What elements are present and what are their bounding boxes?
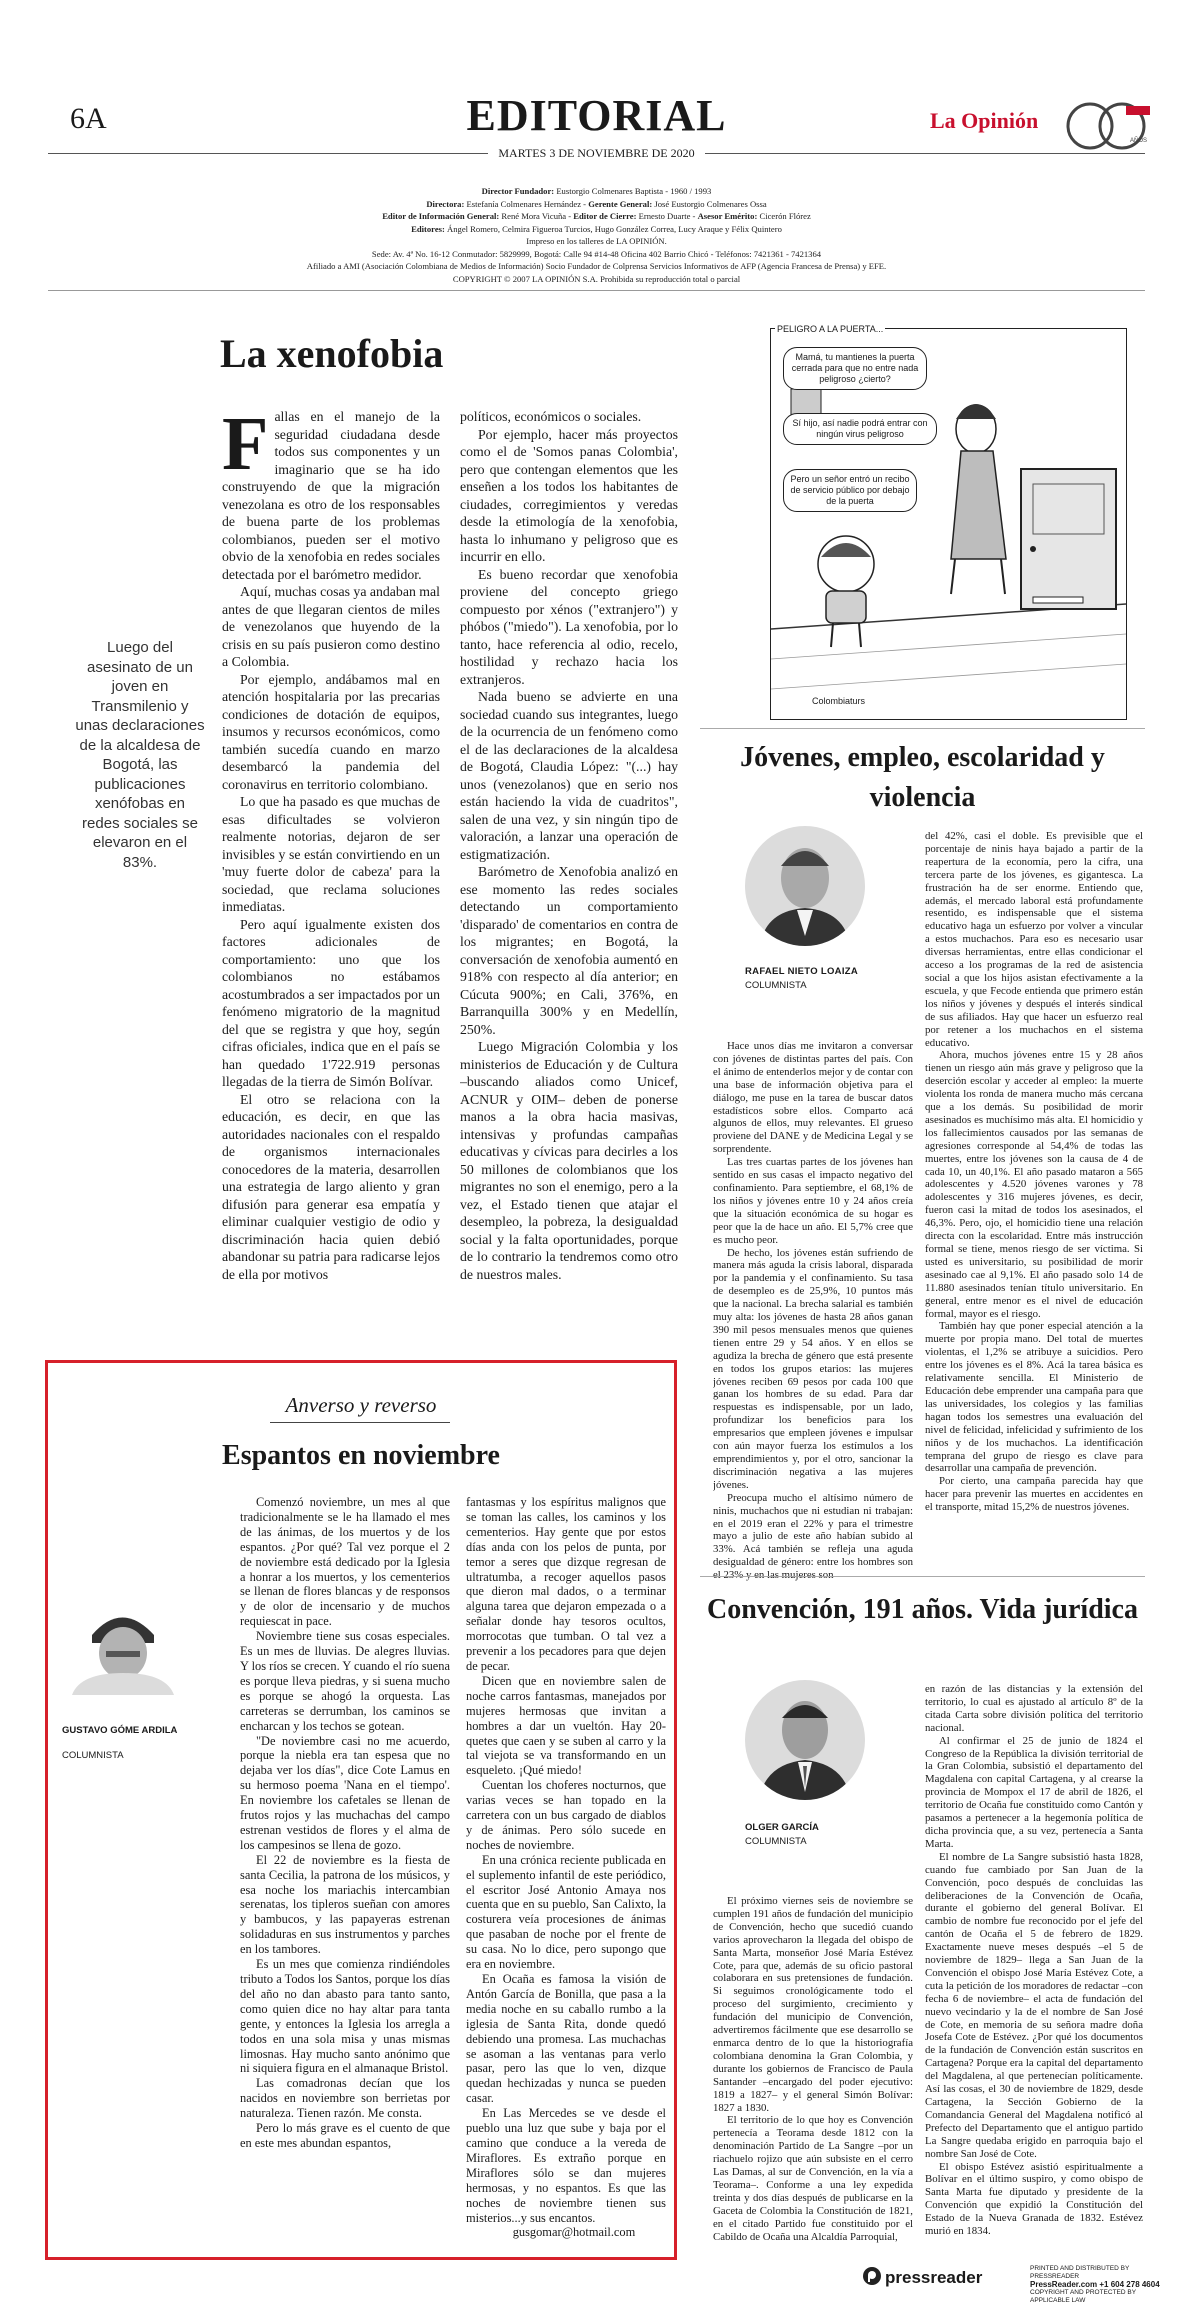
paragraph: El territorio de lo que hoy es Convención pertenecía a Teorama desde 1812 con la denominación Partido de La Sangre –por un riachuelo rojizo que aún subsiste en el cerro Las Damas, al sur de Convención, en la vía a Teorama–. Conforme a una ley expedida treinta y dos días después de publicarse en la Gaceta de Colombia la Constitución de 1821, en el citado Partido fue constituido por el Cabildo de Ocaña una Alcaldía Parroquial, bbox=[713, 2114, 913, 2243]
section-rule bbox=[700, 728, 1145, 729]
paragraph: En Las Mercedes se ve desde el pueblo una luz que sube y baja por el camino que conduce a la vereda de Miraflores. Es extraño porque en Miraflores sólo se dan mujeres hermosas, y no espantos. Es que las noches de noviembre tienen sus misterios...y sus encantos. bbox=[466, 2106, 666, 2225]
drop-cap: F bbox=[222, 408, 269, 486]
paragraph: En una crónica reciente publicada en el suplemento infantil de este periódico, el escritor José Antonio Amaya nos cuenta que en su pueblo, San Calixto, la costurera veía procesiones de ánimas que pasaban de noche por el frente de su casa. No lo dice, pero supongo que era en noviembre. bbox=[466, 1852, 666, 1972]
masthead-value: Eustorgio Colmenares Baptista - 1960 / 1993 bbox=[556, 186, 712, 196]
masthead-value: Cicerón Flórez bbox=[759, 211, 811, 221]
masthead-label: Gerente General: bbox=[588, 198, 653, 209]
paragraph: fantasmas y los espíritus malignos que se toman las calles, los caminos y los cementerios. Hay gente que por estos días anda con los pelos de punta, por temor a seres que dizque regresan de ultratumba, a recoger aquellos pasos que dieron mal dados, o a terminar alguna tarea que dejaron empezada o a señalar donde hay tesoros ocultos, morrocotas que tumban. O tal vez a prevenir a los pecadores para que dejen de pecar. bbox=[466, 1495, 666, 1673]
paragraph: El próximo viernes seis de noviembre se cumplen 191 años de fundación del municipio de Convención, hecho que sucedió cuando varios aprovecharon la llegada del obispo de Santa Marta, monseñor José María Estévez Cote, para que, además de su oficio pastoral colaborara en sus pretensiones de fundación. Si seguimos cronológicamente todo el proceso del surgimiento, crecimiento y fundación del municipio de Convención, advertiremos fácilmente que ese desarrollo se enmarca dentro de lo que la historiografía colombiana denomina la Gran Colombia, y durante los gobiernos de Francisco de Paula Santander –encargado del poder ejecutivo: 1819 a 1827– y el general Simón Bolívar: 1827 a 1830. bbox=[713, 1895, 913, 2114]
masthead-label: Asesor Emérito: bbox=[697, 211, 758, 221]
article-title: Convención, 191 años. Vida jurídica bbox=[707, 1594, 1138, 1625]
author-photo bbox=[745, 826, 865, 946]
pressreader-info bbox=[1030, 2265, 1170, 2304]
masthead-label: Editores: bbox=[411, 223, 445, 234]
paragraph: políticos, económicos o sociales. bbox=[460, 409, 642, 424]
column-text bbox=[466, 1495, 666, 2243]
pressreader-logo: pressreader bbox=[885, 2268, 983, 2287]
masthead-value: Ernesto Duarte bbox=[638, 211, 691, 221]
paragraph: Barómetro de Xenofobia analizó en ese momento las redes sociales detectando un comportamiento 'disparado' de comentarios en contra de los migrantes; en Bogotá, la conversación de xenofobia aumentó en 918% con respecto al día anterior; en Cúcuta 900%; en Cali, 376%, en Barranquilla 300% y en Medellín, 250%. bbox=[460, 864, 678, 1037]
paragraph: De hecho, los jóvenes están sufriendo de manera más aguda la crisis laboral, disparada por la pandemia y el confinamiento. Su tasa de desempleo es de 25,9%, 10 puntos más que la nacional. La brecha salarial es también muy alta: los jóvenes de hasta 28 años ganan 390 mil pesos mensuales menos que quienes tienen entre 29 y 54 años. Y en ellos se agudiza la brecha de género que está presente en todos los grupos etarios: las mujeres jóvenes reciben 69 pesos por cada 100 que ganan los hombres de su edad. Para dar respuestas es indispensable, por un lado, profundizar los beneficios para los empresarios que empleen jóvenes e impulsar con aún mayor fuerza los estímulos a los emprendimientos y, por el otro, sancionar la discriminación negativa a las mujeres jóvenes. bbox=[713, 1246, 913, 1491]
paragraph: Pero lo más grave es el cuento de que en este mes abundan espantos, bbox=[240, 2121, 450, 2150]
article-column bbox=[713, 1040, 913, 1596]
speech-bubble-mother: Sí hijo, así nadie podrá entrar con ningún virus peligroso bbox=[783, 413, 937, 445]
paragraph: Hace unos días me invitaron a conversar con jóvenes de distintas partes del país. Con el ánimo de entenderlos mejor y de contar con una base de información objetiva para el diálogo, me puse en la tarea de buscar datos estadísticos sobre ellos. Comparto acá algunos de ellos, muy relevantes. El grueso proviene del DANE y de Medicina Legal y se sorprendente. bbox=[713, 1040, 913, 1156]
author-name: RAFAEL NIETO LOAIZA bbox=[745, 966, 859, 977]
paragraph: Noviembre tiene sus cosas especiales. Es un mes de lluvias. De alegres lluvias. Y los ríos se crecen. Y cuando el río suena es porque lleva piedras, y si suena mucho es porque se ahogó la orquesta. Las carreteras se derrumban, los caminos se encharcan y los techos se gotean. bbox=[240, 1629, 450, 1733]
masthead-label: Editor de Cierre: bbox=[573, 211, 637, 221]
masthead-value: René Mora Vicuña bbox=[501, 211, 567, 221]
article-title: Jóvenes, empleo, escolaridad y violencia bbox=[740, 742, 1105, 813]
paragraph: Las tres cuartas partes de los jóvenes han sentido en sus casas el impacto negativo del confinamiento. Para septiembre, el 68,1% de los niños y jóvenes entre 10 y 24 años creía que la situación económica de su hogar es peor que la de hace un año. El 5,7% cree que es mucho peor. bbox=[713, 1156, 913, 1246]
author-photo bbox=[745, 1680, 865, 1800]
paragraph: Dicen que en noviembre salen de noche carros fantasmas, manejados por mujeres hermosas que invitan a hombres a dar un vueltón. Hay 20-quetes que caen y se suben al carro y la tal viejota se va transformando en un esqueleto. ¡Qué miedo! bbox=[466, 1673, 666, 1778]
paragraph: Es un mes que comienza rindiéndoles tributo a Todos los Santos, porque los días del año no dan abasto para tanto santo, como quien dice no hay altar para tanta gente, y entonces la Iglesia los arregla a todos en una sola misa y unas mismas limosnas. Hay mucho santo anónimo que ni siquiera figura en el almanaque Bristol. bbox=[240, 1957, 450, 2076]
article-column bbox=[713, 1895, 913, 2245]
paragraph: Cuentan los choferes nocturnos, que varias veces se han topado en la carretera con un bus cargado de diablos y de ánimas. Pero sólo sucede en noches de noviembre. bbox=[466, 1778, 666, 1852]
author-role: COLUMNISTA bbox=[745, 980, 807, 991]
masthead: Director Fundador: Eustorgio Colmenares Baptista - 1960 / 1993 Directora: Estefanía Colmenares Hernández - Gerente General: José Eustorgio Colmenares Ossa Editor de Información General: René Mora Vicuña - Editor de Cierre: Ernesto Duarte - Asesor Emérito: Cicerón Flórez Editores: Ángel Romero, Celmira Figueroa Turcios, Hugo González Correa, Lucy Araque y Félix Quintero Impreso en los talleres de LA OPINIÓN. Sede: Av. 4ª No. 16-12 Conmutador: 5829999, Bogotá: Calle 94 #14-48 Oficina 402 Barrio Chicó - Teléfonos: 7421361 - 7421364 Afiliado a AMI (Asociación Colombiana de Medios de Información) Socio Fundador de Colprensa Servicios Informativos de AFP (Agencia Francesa de Prensa) y EFE. COPYRIGHT © 2007 LA OPINIÓN S.A. Prohibida su reproducción total o parcial bbox=[200, 185, 993, 285]
paragraph: Lo que ha pasado es que muchas de esas dificultades se volvieron realmente notorias, dejaron de ser invisibles y se están convirtiendo en un 'muy fuerte dolor de cabeza' para la sociedad, que reclama soluciones inmediatas. bbox=[222, 794, 440, 914]
paragraph-text: allas en el manejo de la seguridad ciudadana desde todos sus componentes y un imaginario que se ha ido construyendo de que la migración venezolana es otro de los responsables de buena parte de los problemas colombianos, pueden ser el motivo obvio de la xenofobia en redes sociales detectada por el barómetro medidor. bbox=[222, 409, 440, 582]
paragraph: El obispo Estévez asistió espiritualmente a Bolívar en el último suspiro, y como obispo de Santa Marta fue diputado y presidente de la Convención que expidió la Constitución del Estado de la Nueva Granada de 1832. Estévez murió en 1834. bbox=[925, 2160, 1143, 2238]
paragraph: "De noviembre casi no me acuerdo, porque la niebla era tan espesa que no dejaba ver los días", dice Cote Lamus en su hermoso poema 'Nana en el tiempo'. En noviembre los cafetales se llenan de frutos rojos y las muchachas del campo estrenan vestidos de flores y el alma de los campesinos se llena de gozo. bbox=[240, 1733, 450, 1852]
paragraph: Preocupa mucho el altísimo número de ninis, muchachos que ni estudian ni trabajan: en el 2019 eran el 22% y para el trimestre mayo a julio de este año habían subido al 33%. Acá también se refleja una aguda desigualdad de género: entre los hombres son el 23% y en las mujeres son bbox=[713, 1491, 913, 1582]
section-title: EDITORIAL bbox=[466, 91, 727, 140]
paragraph: También hay que poner especial atención a la muerte por propia mano. Del total de muertes violentas, el 1,2% se atribuye a suicidios. Pero entre los jóvenes es el 8%. Acá la tarea básica es relativamente sencilla. El Ministerio de Educación debe emprender una campaña para que las universidades, los colegios y las familias hagan todos los semestres una evaluación del nivel de felicidad, infelicidad y sufrimiento de los niños y de los muchachos. La identificación temprana del grupo de riesgo es clave para desarrollar una campaña de prevención. bbox=[925, 1320, 1143, 1475]
paragraph: en razón de las distancias y la extensión del territorio, lo cual es ajustado al artículo 8º de la citada Carta sobre división política del territorio nacional. bbox=[925, 1683, 1143, 1734]
paragraph: Por ejemplo, andábamos mal en atención hospitalaria por las precarias condiciones de dotación de equipos, insumos y recursos económicos, como también sucedía cuando en marzo desembarcó la pandemia del coronavirus en territorio colombiano. bbox=[222, 671, 440, 792]
author-photo bbox=[62, 1595, 182, 1695]
column-text bbox=[240, 1495, 450, 2243]
editorial-title: La xenofobia bbox=[220, 331, 444, 376]
paragraph: Luego Migración Colombia y los ministerios de Educación y de Cultura –buscando aliados como Unicef, ACNUR y OIM– deben de ponerse manos a la obra hacia masivas, intensivas y profundas campañas educativas y cívicas para decirles a los 50 millones de colombianos que los migrantes no son el enemigo, pero a la vez, el Estado tienen que atajar el desempleo, la pobreza, la desigualdad social y la falta oportunidades, porque de lo contrario la tendremos como otro de nuestros males. bbox=[460, 1039, 678, 1282]
speech-bubble-child-1: Mamá, tu mantienes la puerta cerrada para que no entre nada peligroso ¿cierto? bbox=[783, 347, 927, 390]
paragraph: del 42%, casi el doble. Es previsible que el porcentaje de ninis haya bajado a partir de la reapertura de la economía, pero la cifra, una tercera parte de los jóvenes, es gigantesca. La frustración ha de ser enorme. Entiendo que, además, el mercado laboral está profundamente resentido, es indispensable que el sistema educativo haga un esfuerzo por volver a vincular a estos muchachos. Para eso es necesario usar diversas herramientas, entre ellas condicionar el acceso a los programas de la red de asistencia social a que los hijos asistan efectivamente a la escuela, y que Fecode entienda que primero están los niños y jóvenes y después el interés sindical de sus afiliados. Hay que hacer un esfuerzo real por retener a los muchachos en el sistema educativo. bbox=[925, 830, 1143, 1049]
page-number: 6A bbox=[70, 102, 107, 135]
kicker-rule bbox=[270, 1422, 450, 1423]
article-column bbox=[925, 1683, 1143, 2245]
author-role: COLUMNISTA bbox=[745, 1836, 807, 1847]
paragraph: El 22 de noviembre es la fiesta de santa Cecilia, la patrona de los músicos, y esa noche los mariachis intercambian serenatas, los tiplеros sueñan con amores y bambucos, y las papayeras estrenan solidaduras en sus instrumentos y parches en los tambores. bbox=[240, 1852, 450, 1957]
paragraph: Aquí, muchas cosas ya andaban mal antes de que llegaran cientos de miles de venezolanos que huyendo de la crisis en su país pusieron como destino a Colombia. bbox=[222, 584, 440, 669]
paragraph: Es bueno recordar que xenofobia proviene del concepto griego compuesto por xénos ("extranjero") y phóbos ("miedo"). La xenofobia, por lo tanto, hace referencia al odio, recelo, hostilidad y rechazo hacia los extranjeros. bbox=[460, 566, 678, 687]
paragraph: Por cierto, una campaña parecida hay que hacer para prevenir las muertes en accidentes en el transporte, mitad 15,2% de nuestros jóvenes. bbox=[925, 1475, 1143, 1514]
masthead-value: Estefanía Colmenares Hernández bbox=[466, 198, 582, 209]
cartoon-title: PELIGRO A LA PUERTA... bbox=[777, 324, 884, 334]
editorial-column-2 bbox=[460, 408, 678, 1353]
paragraph: Pero aquí igualmente existen dos factores adicionales de comportamiento: uno que los colombianos no estábamos acostumbrados a ser impactados por un fenómeno migratorio de la magnitud del que se registra y que hoy, según cifras oficiales, indica que en el país se han quedado 1'722.919 personas llegadas de la tierra de Simón Bolívar. bbox=[222, 916, 440, 1089]
masthead-value: José Eustorgio Colmenares Ossa bbox=[654, 198, 767, 209]
masthead-label: Editor de Información General: bbox=[382, 211, 500, 221]
svg-text:AÑOS: AÑOS bbox=[1130, 138, 1148, 144]
paragraph: Nada bueno se advierte en una sociedad cuando sus integrantes, luego de la ocurrencia de un fenómeno como el de las declaraciones de la alcaldesa de Bogotá, Claudia López: "(...) hay unos (venezolanos) que en serio nos están haciendo la vida de cuadritos", salen de una vez, y sin ningún tipo de valoración, a lanzar una operación de estigmatización. bbox=[460, 689, 678, 862]
paragraph: El nombre de La Sangre subsistió hasta 1828, cuando fue cambiado por San Juan de la Convención, poco después de concluidas las deliberaciones de la Convención de Ocaña, durante el gobierno del general Bolívar. El cambio de nombre fue reconocido por el jefe del cantón de Ocaña el 5 de febrero de 1829. Exactamente nueve meses después –el 5 de noviembre de 1829– llega a San Juan de la Convención el obispo José María Estévez Cote, a cuta la petición de los moradores de redactar –con fecha 6 de noviembre– el acta de fundación del nuevo vecindario y la de el nombre de San José de Cote, en memoria de su señora madre doña Josefa Cote de Estévez. ¿Por qué los documentos de la fundación de Convención están suscritos en Cartagena? Porque era la capital del departamento del Magdalena, al que pertenecían políticamente. Así las cosas, el 30 de noviembre de 1829, desde Cartagena, la Sección Gobierno de la Comandancia General del Magdalena notificó al Prefecto del Departamento que el antiguo partido La Sangre quedaba erigido en parroquia bajo el nombre San José de Cote. bbox=[925, 1850, 1143, 2160]
paragraph: En Ocaña es famosa la visión de Antón García de Bonilla, que pasa a la media noche en su caballo rumbo a la iglesia de Santa Rita, donde quedó debiendo una promesa. Las muchachas se asoman a las ventanas para verlo pasar, pero las que lo ven, dizque quedan hechizadas y nunca se pueden casar. bbox=[466, 1972, 666, 2106]
column-kicker: Anverso y reverso bbox=[285, 1393, 437, 1417]
author-name: OLGER GARCÍA bbox=[745, 1822, 819, 1833]
masthead-label: Director Fundador: bbox=[481, 186, 555, 196]
masthead-line: Afiliado a AMI (Asociación Colombiana de Medios de Información) Socio Fundador de Colprensa Servicios Informativos de AFP (Agencia Francesa de Prensa) y EFE. bbox=[306, 261, 887, 271]
footer-line: PRINTED AND DISTRIBUTED BY PRESSREADER bbox=[1030, 2265, 1130, 2280]
paragraph: Al confirmar el 25 de junio de 1824 el Congreso de la República la división territorial de la Gran Colombia, subsistió el departamento del Magdalena con capital Cartagena, y al crearse la provincia de Mompox el 17 de abril de 1826, el territorio de Ocaña fue constituido como Cantón y pasamos a pertenecer a la hegemonía política de dicha provincia que, a su vez, pertenecía a Santa Marta. bbox=[925, 1734, 1143, 1850]
logo-text: La Opinión bbox=[930, 108, 1039, 133]
paragraph: Las comadronas decían que los nacidos en noviembre son berrietas por naturaleza. Tienen razón. Me consta. bbox=[240, 2076, 450, 2121]
date-text: MARTES 3 DE NOVIEMBRE DE 2020 bbox=[488, 146, 704, 160]
author-name: GUSTAVO GÓME ARDILA bbox=[62, 1725, 178, 1736]
masthead-value: Ángel Romero, Celmira Figueroa Turcios, Hugo González Correa, Lucy Araque y Félix Quintero bbox=[447, 223, 782, 234]
article-column bbox=[925, 830, 1143, 1596]
author-email: gusgomar@hotmail.com bbox=[512, 2225, 636, 2240]
cartoon-credit: Colombiaturs bbox=[812, 696, 866, 706]
pull-quote: Luego del asesinato de un joven en Transmilenio y unas declaraciones de la alcaldesa de Bogotá, las publicaciones xenófobas en redes sociales se elevaron en el 83%. bbox=[75, 639, 205, 871]
paragraph: Comenzó noviembre, un mes al que tradicionalmente se le ha llamado el mes de las ánimas, de los muertos y de los espantos. ¿Por qué? Tal vez porque el 2 de noviembre está dedicado por la Iglesia a honrar a los muertos, y los cementerios se llenan de flores blancas y de responsos y de olor de incensario y de muchos requiescat in pace. bbox=[240, 1495, 450, 1629]
footer-line: PressReader.com +1 604 278 4604 bbox=[1030, 2280, 1160, 2289]
section-rule bbox=[700, 1576, 1145, 1577]
paragraph bbox=[222, 408, 440, 583]
masthead-line: Impreso en los talleres de LA OPINIÓN. bbox=[526, 236, 667, 246]
author-role: COLUMNISTA bbox=[62, 1750, 124, 1761]
editorial-column-1 bbox=[222, 408, 440, 1353]
editorial-cartoon bbox=[770, 328, 1127, 720]
masthead-label: Directora: bbox=[426, 198, 465, 209]
speech-bubble-child-2: Pero un señor entró un recibo de servicio público por debajo de la puerta bbox=[783, 469, 917, 512]
masthead-line: COPYRIGHT © 2007 LA OPINIÓN S.A. Prohibida su reproducción total o parcial bbox=[452, 273, 741, 284]
paragraph: Ahora, muchos jóvenes entre 15 y 28 años tienen un riesgo aún más grave y peligroso que la deserción escolar y acceder al empleo: la muerte violenta los ronda de manera mucho más cercana que a los demás. Su posibilidad de morir asesinados es muchísimo más alta. El homicidio y los fallecimientos causados por las semanas de agresiones corresponde al 54,4% de todas las muertes, entre los jóvenes son la causa de 4 de cada 10, un 40,1%. El año pasado mataron a 565 adolescentes y 4.520 jóvenes varones y 78 adolescentes y 316 mujeres jóvenes, es decir, fueron casi la mitad de todos los asesinados, el 46,3%. Pero, ojo, el homicidio tiene una relación directa con la escolaridad. Entre más instrucción formal se tiene, menos riesgo de ser víctima. Si usted es universitario, su posibilidad de morir asesinado cae al 9,1%. El año pasado solo 14 de 11.880 asesinados tenían título universitario. En general, entre menor es el nivel de educación formal, mayor es el riesgo. bbox=[925, 1049, 1143, 1320]
paragraph: Por ejemplo, hacer más proyectos como el de 'Somos panas Colombia', pero que contengan elementos que les enseñen a los todos los habitantes de ciudades, corregimientos y veredas desde la etimología de la xenofobia, hasta lo inhumano y peligroso que es incurrir en ello. bbox=[460, 426, 678, 564]
column-title: Espantos en noviembre bbox=[222, 1440, 500, 1471]
pressreader-icon bbox=[862, 2266, 882, 2286]
masthead-rule bbox=[48, 290, 1145, 291]
masthead-line: Sede: Av. 4ª No. 16-12 Conmutador: 5829999, Bogotá: Calle 94 #14-48 Oficina 402 Barrio Chicó - Teléfonos: 7421361 - 7421364 bbox=[371, 248, 822, 259]
paragraph: El otro se relaciona con la educación, es decir, en que las autoridades nacionales con el respaldo de organismos internacionales conocedores de la materia, desarrollen una estrategia de largo aliento y gran difusión para generar esa empatía y eliminar cualquier vestigio de odio y discriminación hacia quien debió abandonar su patria para radicarse lejos de ella por motivos bbox=[222, 1091, 440, 1282]
footer-line: COPYRIGHT AND PROTECTED BY APPLICABLE LAW bbox=[1030, 2289, 1136, 2304]
